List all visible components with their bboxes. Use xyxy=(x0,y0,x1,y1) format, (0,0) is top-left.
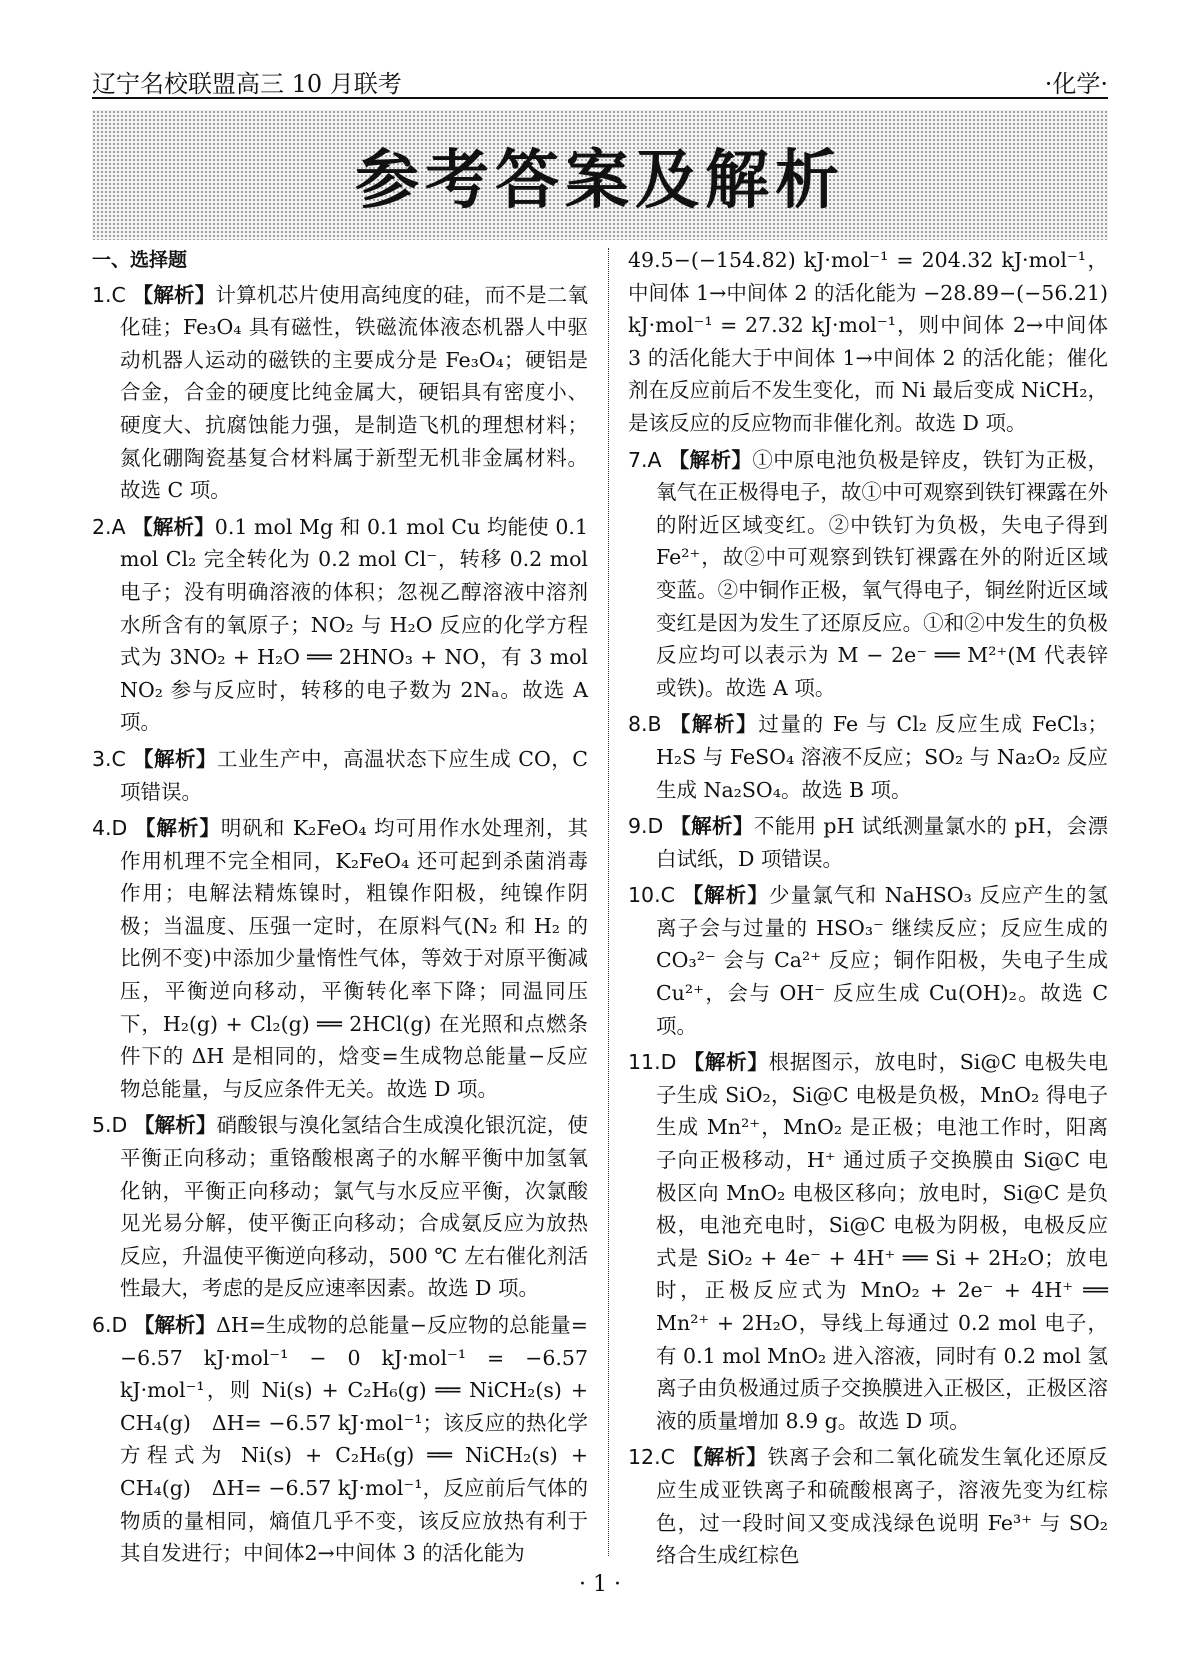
analysis-text: 根据图示，放电时，Si@C 电极失电子生成 SiO₂，Si@C 电极是负极，MnO₂ 得电子生成 Mn²⁺，MnO₂ 是正极；电池工作时，阳离子向正极移动，H⁺ 通过质子交换膜由 Si@C 电极区向 MnO₂ 电极区移向；放电时，Si@C 是负极，电池充电时，Si@C 电极为阴极，电极反应式是 SiO₂ + 4e⁻ + 4H⁺ ══ Si + 2H₂O；放电时，正极反应式为 MnO₂ + 2e⁻ + 4H⁺ ══ Mn²⁺ + 2H₂O，导线上每通过 0.2 mol 电子，有 0.1 mol MnO₂ 进入溶液，同时有 0.2 mol 氢离子由负极通过质子交换膜进入正极区，正极区溶液的质量增加 8.9 g。故选 D 项。 xyxy=(656,1050,1108,1433)
answer-item xyxy=(628,879,1108,1042)
analysis-tag: 【解析】 xyxy=(683,1050,769,1075)
analysis-tag: 【解析】 xyxy=(682,1445,768,1470)
analysis-text: 铁离子会和二氧化硫发生氧化还原反应生成亚铁离子和硫酸根离子，溶液先变为红棕色，过一段时间又变成浅绿色说明 Fe³⁺ 与 SO₂ 络合生成红棕色 xyxy=(656,1445,1108,1568)
right-column xyxy=(628,244,1108,1576)
analysis-tag: 【解析】 xyxy=(132,514,215,539)
answer-item xyxy=(92,279,588,507)
subject-label: ·化学· xyxy=(1044,70,1108,98)
title-banner xyxy=(92,110,1108,240)
left-column xyxy=(92,244,588,1574)
answer-number: 5.D xyxy=(92,1113,128,1138)
analysis-tag: 【解析】 xyxy=(668,447,753,472)
answer-item xyxy=(628,1046,1108,1437)
answer-number: 6.D xyxy=(92,1313,128,1337)
answer-number: 9.D xyxy=(628,814,664,839)
analysis-tag: 【解析】 xyxy=(134,816,221,841)
analysis-tag: 【解析】 xyxy=(132,746,217,771)
answer-item xyxy=(628,1441,1108,1571)
analysis-text: ①中原电池负极是锌皮，铁钉为正极，氧气在正极得电子，故①中可观察到铁钉裸露在外的附近区域变红。②中铁钉为负极，失电子得到 Fe²⁺，故②中可观察到铁钉裸露在外的附近区域变蓝。②中铜作正极，氧气得电子，铜丝附近区域变红是因为发生了还原反应。①和②中发生的负极反应均可以表示为 M − 2e⁻ ══ M²⁺(M 代表锌或铁)。故选 A 项。 xyxy=(656,447,1109,700)
answer-item xyxy=(92,1309,588,1570)
analysis-tag: 【解析】 xyxy=(669,712,759,737)
answer-item xyxy=(92,1109,588,1305)
answer-number: 7.A xyxy=(628,447,662,472)
answer-number: 3.C xyxy=(92,746,126,771)
answer-number: 2.A xyxy=(92,514,126,539)
answer-number: 12.C xyxy=(628,1445,675,1470)
header-rule xyxy=(92,97,1108,99)
exam-title: 辽宁名校联盟高三 10 月联考 xyxy=(92,70,402,98)
analysis-text: 过量的 Fe 与 Cl₂ 反应生成 FeCl₃；H₂S 与 FeSO₄ 溶液不反应；SO₂ 与 Na₂O₂ 反应生成 Na₂SO₄。故选 B 项。 xyxy=(656,712,1108,802)
analysis-text: 明矾和 K₂FeO₄ 均可用作水处理剂，其作用机理不完全相同，K₂FeO₄ 还可起到杀菌消毒作用；电解法精炼镍时，粗镍作阳极，纯镍作阴极；当温度、压强一定时，在原料气(N₂ 和 H₂ 的比例不变)中添加少量惰性气体，等效于对原平衡减压，平衡逆向移动，平衡转化率下降；同温同压下，H₂(g) + Cl₂(g) ══ 2HCl(g) 在光照和点燃条件下的 ΔH 是相同的，焓变=生成物总能量−反应物总能量，与反应条件无关。故选 D 项。 xyxy=(120,816,589,1101)
answer-item xyxy=(92,511,588,739)
answer-item xyxy=(92,743,588,808)
continued-text: 49.5−(−154.82) kJ·mol⁻¹ = 204.32 kJ·mol⁻¹，中间体 1→中间体 2 的活化能为 −28.89−(−56.21) kJ·mol⁻¹ = 27.32 kJ·mol⁻¹，则中间体 2→中间体 3 的活化能大于中间体 1→中间体 2 的活化能；催化剂在反应前后不发生变化，而 Ni 最后变成 NiCH₂，是该反应的反应物而非催化剂。故选 D 项。 xyxy=(628,248,1108,435)
answer-number: 4.D xyxy=(92,816,128,841)
answer-number: 10.C xyxy=(628,883,675,908)
analysis-text: 工业生产中，高温状态下应生成 CO，C 项错误。 xyxy=(120,746,588,804)
analysis-text: 不能用 pH 试纸测量氯水的 pH，会漂白试纸，D 项错误。 xyxy=(656,814,1108,871)
answer-item xyxy=(628,810,1108,875)
analysis-text: 计算机芯片使用高纯度的硅，而不是二氧化硅；Fe₃O₄ 具有磁性，铁磁流体液态机器人中驱动机器人运动的磁铁的主要成分是 Fe₃O₄；硬铝是合金，合金的硬度比纯金属大，硬铝具有密度小、硬度大、抗腐蚀能力强，是制造飞机的理想材料；氮化硼陶瓷基复合材料属于新型无机非金属材料。故选 C 项。 xyxy=(120,282,589,503)
analysis-tag: 【解析】 xyxy=(133,1313,217,1337)
analysis-tag: 【解析】 xyxy=(134,1113,217,1138)
answer-item xyxy=(628,708,1108,806)
column-divider xyxy=(608,248,609,1556)
analysis-tag: 【解析】 xyxy=(682,883,770,908)
page-header xyxy=(92,62,1108,100)
answer-number: 8.B xyxy=(628,712,662,737)
answer-number: 11.D xyxy=(628,1050,677,1075)
answer-item xyxy=(92,812,588,1105)
page-number: · 1 · xyxy=(579,1572,621,1597)
section-title: 一、选择题 xyxy=(92,249,188,271)
analysis-text: 硝酸银与溴化氢结合生成溴化银沉淀，使平衡正向移动；重铬酸根离子的水解平衡中加氢氧化钠，平衡正向移动；氯气与水反应平衡，次氯酸见光易分解，使平衡正向移动；合成氨反应为放热反应，升温使平衡逆向移动，500 ℃ 左右催化剂活性最大，考虑的是反应速率因素。故选 D 项。 xyxy=(120,1113,589,1301)
page-title: 参考答案及解析 xyxy=(355,144,845,218)
answer-item xyxy=(628,444,1108,705)
answer-number: 1.C xyxy=(92,282,126,307)
analysis-text: 0.1 mol Mg 和 0.1 mol Cu 均能使 0.1 mol Cl₂ 完全转化为 0.2 mol Cl⁻，转移 0.2 mol 电子；没有明确溶液的体积；忽视乙醇溶液中溶剂水所含有的氧原子；NO₂ 与 H₂O 反应的化学方程式为 3NO₂ + H₂O ══ 2HNO₃ + NO，有 3 mol NO₂ 参与反应时，转移的电子数为 2Nₐ。故选 A 项。 xyxy=(120,514,588,735)
analysis-text: ΔH=生成物的总能量−反应物的总能量= −6.57 kJ·mol⁻¹ − 0 kJ·mol⁻¹ = −6.57 kJ·mol⁻¹，则 Ni(s) + C₂H₆(g) ══ NiCH₂(s) + CH₄(g) ΔH= −6.57 kJ·mol⁻¹；该反应的热化学方程式为 Ni(s) + C₂H₆(g) ══ NiCH₂(s) + CH₄(g) ΔH= −6.57 kJ·mol⁻¹，反应前后气体的物质的量相同，熵值几乎不变，该反应放热有利于其自发进行；中间体2→中间体 3 的活化能为 xyxy=(120,1313,588,1566)
analysis-tag: 【解析】 xyxy=(670,814,754,839)
analysis-tag: 【解析】 xyxy=(132,282,216,307)
analysis-text: 少量氯气和 NaHSO₃ 反应产生的氢离子会与过量的 HSO₃⁻ 继续反应；反应生成的 CO₃²⁻ 会与 Ca²⁺ 反应；铜作阳极，失电子生成 Cu²⁺，会与 OH⁻ 反应生成 Cu(OH)₂。故选 C 项。 xyxy=(656,883,1108,1038)
